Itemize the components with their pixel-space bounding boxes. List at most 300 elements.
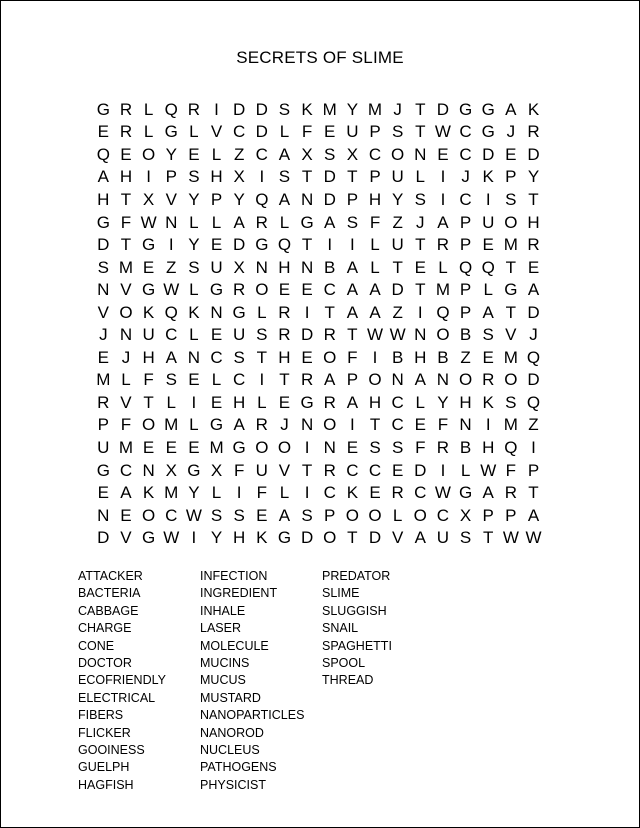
grid-letter: O [504, 212, 518, 232]
grid-letter: S [233, 347, 245, 367]
grid-letter: S [346, 212, 359, 232]
grid-letter: J [416, 212, 425, 232]
grid-letter: Q [164, 99, 178, 119]
grid-letter: R [300, 370, 314, 390]
grid-letter: B [324, 257, 336, 277]
grid-letter: G [141, 280, 156, 300]
grid-letter: K [482, 167, 494, 187]
grid-letter: U [436, 528, 450, 548]
word-list-item: GOOINESS [78, 743, 145, 758]
grid-letter: E [278, 280, 291, 300]
grid-letter: O [141, 415, 156, 435]
grid-letter: N [142, 460, 155, 480]
grid-letter: Q [504, 437, 518, 457]
grid-letter: O [119, 302, 133, 322]
grid-letter: T [415, 280, 426, 300]
grid-letter: B [437, 347, 449, 367]
word-list-item: SPOOL [322, 656, 366, 671]
word-list-item: MUCINS [200, 656, 250, 671]
grid-letter: T [301, 235, 313, 255]
grid-letter: R [436, 437, 450, 457]
grid-letter: F [437, 415, 449, 435]
grid-letter: A [278, 505, 291, 525]
grid-letter: L [415, 167, 426, 187]
grid-letter: L [279, 483, 290, 503]
grid-letter: L [438, 257, 448, 277]
grid-letter: P [210, 189, 223, 209]
grid-letter: P [369, 167, 381, 187]
grid-letter: T [347, 528, 358, 548]
grid-letter: M [503, 415, 518, 435]
grid-letter: Z [392, 302, 403, 322]
grid-letter: A [165, 347, 177, 367]
grid-letter: K [142, 302, 155, 322]
grid-letter: C [165, 325, 178, 345]
grid-letter: C [436, 505, 450, 525]
grid-letter: F [143, 370, 154, 390]
grid-letter: H [368, 189, 382, 209]
grid-letter: D [527, 302, 540, 322]
grid-letter: M [322, 99, 337, 119]
grid-letter: V [120, 392, 132, 412]
grid-letter: L [257, 392, 267, 412]
grid-letter: M [503, 347, 518, 367]
word-list-item: PREDATOR [322, 569, 391, 583]
grid-letter: T [369, 415, 381, 435]
word-list-item: ATTACKER [78, 569, 143, 583]
grid-letter: A [346, 392, 359, 412]
grid-letter: X [142, 189, 155, 209]
grid-letter: I [191, 392, 197, 412]
word-list-item: LASER [200, 621, 241, 636]
grid-letter: O [504, 370, 518, 390]
grid-letter: S [278, 99, 291, 119]
grid-letter: T [505, 302, 517, 322]
grid-letter: M [164, 415, 179, 435]
grid-letter: J [280, 415, 289, 435]
word-list-item: BACTERIA [78, 586, 141, 601]
grid-letter: L [189, 212, 199, 232]
grid-letter: O [413, 505, 427, 525]
grid-letter: S [482, 325, 494, 345]
grid-letter: U [210, 257, 223, 277]
grid-letter: J [529, 325, 538, 345]
grid-letter: E [188, 370, 200, 390]
grid-letter: X [210, 460, 223, 480]
grid-letter: R [187, 99, 201, 119]
grid-letter: C [391, 392, 404, 412]
grid-letter: L [257, 302, 267, 322]
grid-letter: X [165, 460, 177, 480]
grid-letter: Y [391, 189, 404, 209]
grid-letter: G [255, 235, 269, 255]
grid-letter: P [346, 189, 359, 209]
grid-letter: D [233, 235, 246, 255]
grid-letter: E [188, 437, 200, 457]
grid-letter: R [233, 280, 246, 300]
grid-letter: A [369, 280, 381, 300]
grid-letter: K [256, 528, 268, 548]
grid-letter: A [346, 302, 359, 322]
grid-letter: C [323, 483, 336, 503]
grid-letter: J [393, 99, 402, 119]
grid-letter: A [527, 505, 540, 525]
grid-letter: I [304, 302, 310, 322]
grid-letter: M [118, 257, 134, 277]
word-list-column-3 [322, 568, 392, 690]
word-list-item: NANOPARTICLES [200, 708, 305, 723]
grid-letter: N [165, 212, 178, 232]
grid-letter: P [165, 167, 177, 187]
grid-letter: S [459, 528, 472, 548]
grid-letter: O [323, 347, 337, 367]
grid-letter: S [301, 505, 313, 525]
grid-letter: C [346, 460, 359, 480]
grid-letter: M [118, 437, 134, 457]
grid-letter: I [214, 99, 219, 119]
word-list-column-2 [200, 568, 304, 794]
grid-letter: C [233, 370, 246, 390]
grid-letter: R [323, 325, 336, 345]
grid-letter: F [369, 212, 381, 232]
grid-letter: Y [188, 189, 200, 209]
grid-letter: N [97, 505, 110, 525]
grid-letter: N [414, 144, 427, 164]
grid-letter: R [527, 235, 540, 255]
grid-letter: W [163, 528, 180, 548]
grid-letter: G [300, 392, 314, 412]
grid-letter: R [97, 392, 110, 412]
grid-letter: E [346, 437, 359, 457]
grid-letter: D [255, 99, 268, 119]
grid-letter: O [391, 144, 405, 164]
grid-letter: G [481, 122, 495, 142]
grid-letter: D [300, 325, 314, 345]
grid-letter: S [188, 257, 200, 277]
grid-letter: H [482, 437, 495, 457]
grid-letter: I [304, 483, 310, 503]
grid-letter: E [97, 122, 109, 142]
grid-letter: K [301, 99, 313, 119]
grid-letter: B [459, 325, 472, 345]
grid-letter: T [347, 167, 358, 187]
grid-letter: M [96, 370, 111, 390]
grid-letter: T [143, 392, 154, 412]
grid-letter: O [458, 370, 473, 390]
grid-letter: J [506, 122, 516, 142]
grid-letter: L [483, 280, 493, 300]
grid-letter: F [233, 460, 245, 480]
word-list-item: CHARGE [78, 621, 132, 636]
grid-letter: D [436, 99, 450, 119]
grid-letter: S [233, 505, 245, 525]
grid-letter: O [323, 415, 337, 435]
word-list-item: THREAD [322, 673, 374, 688]
grid-letter: N [414, 325, 427, 345]
grid-letter: G [141, 235, 156, 255]
grid-letter: I [259, 370, 265, 390]
word-list-item: NUCLEUS [200, 743, 260, 758]
grid-letter: H [233, 528, 246, 548]
grid-letter: T [301, 460, 313, 480]
grid-letter: L [279, 122, 290, 142]
grid-letter: K [188, 302, 200, 322]
word-list-item: ELECTRICAL [78, 690, 156, 705]
grid-letter: V [120, 528, 132, 548]
grid-letter: E [210, 235, 223, 255]
grid-letter: M [435, 280, 451, 300]
grid-letter: E [120, 505, 132, 525]
grid-letter: A [414, 528, 426, 548]
grid-letter: Q [481, 257, 495, 277]
grid-letter: C [414, 483, 427, 503]
grid-letter: W [366, 325, 384, 345]
grid-letter: O [141, 144, 156, 164]
grid-letter: E [414, 257, 426, 277]
grid-letter: J [121, 347, 131, 367]
grid-letter: D [97, 528, 110, 548]
grid-letter: E [142, 257, 155, 277]
grid-letter: G [209, 280, 224, 300]
grid-letter: W [163, 280, 180, 300]
grid-letter: N [459, 415, 472, 435]
grid-letter: E [120, 144, 132, 164]
grid-letter: U [142, 325, 155, 345]
grid-letter: I [440, 460, 446, 480]
grid-letter: A [527, 280, 540, 300]
grid-letter: G [481, 99, 495, 119]
grid-letter: A [346, 257, 359, 277]
word-list-item: SNAIL [322, 621, 359, 636]
grid-letter: G [96, 99, 110, 119]
word-list-item: FIBERS [78, 708, 124, 723]
grid-letter: R [278, 325, 291, 345]
grid-letter: R [119, 99, 133, 119]
grid-letter: X [233, 257, 245, 277]
grid-letter: H [278, 257, 291, 277]
grid-letter: P [505, 505, 517, 525]
grid-letter: S [324, 144, 336, 164]
grid-letter: C [368, 460, 382, 480]
grid-letter: H [142, 347, 155, 367]
grid-letter: P [482, 505, 494, 525]
grid-letter: F [120, 212, 132, 232]
grid-letter: D [527, 144, 540, 164]
grid-letter: R [391, 483, 404, 503]
grid-letter: D [414, 460, 427, 480]
word-list-column-1 [78, 568, 166, 794]
grid-letter: T [120, 235, 132, 255]
grid-letter: I [350, 415, 355, 435]
word-list-item: PHYSICIST [200, 777, 266, 792]
grid-letter: L [189, 122, 199, 142]
grid-letter: Y [188, 235, 200, 255]
grid-letter: E [505, 144, 517, 164]
grid-letter: G [209, 415, 224, 435]
grid-letter: L [392, 505, 403, 525]
grid-letter: I [440, 189, 446, 209]
grid-letter: N [300, 189, 314, 209]
grid-letter: V [120, 280, 132, 300]
grid-letter: Q [164, 302, 178, 322]
grid-letter: R [323, 392, 336, 412]
grid-letter: D [391, 280, 404, 300]
grid-letter: T [415, 122, 426, 142]
grid-letter: U [97, 437, 110, 457]
grid-letter: W [185, 505, 202, 525]
grid-letter: E [414, 415, 426, 435]
grid-letter: L [211, 370, 222, 390]
grid-letter: U [391, 167, 404, 187]
grid-letter: H [368, 392, 382, 412]
grid-letter: E [97, 347, 109, 367]
grid-letter: C [210, 347, 223, 367]
grid-letter: L [189, 325, 199, 345]
grid-letter: V [97, 302, 109, 322]
grid-letter: B [459, 437, 472, 457]
word-list-item: SLIME [322, 586, 360, 601]
grid-letter: J [461, 167, 470, 187]
grid-letter: E [301, 347, 313, 367]
grid-letter: Z [166, 257, 177, 277]
grid-letter: U [346, 122, 359, 142]
grid-letter: N [300, 415, 314, 435]
grid-letter: I [259, 167, 265, 187]
grid-letter: I [327, 235, 333, 255]
grid-letter: F [256, 483, 267, 503]
grid-letter: L [211, 144, 222, 164]
grid-letter: Z [233, 144, 245, 164]
word-list-item: INGREDIENT [200, 586, 278, 601]
grid-letter: Y [346, 99, 359, 119]
grid-letter: A [369, 302, 381, 322]
grid-letter: H [233, 392, 246, 412]
grid-letter: G [164, 122, 178, 142]
grid-letter: Z [392, 212, 403, 232]
grid-letter: F [505, 460, 517, 480]
grid-letter: C [233, 122, 246, 142]
grid-letter: O [255, 280, 269, 300]
grid-letter: H [119, 167, 133, 187]
grid-letter: D [323, 189, 336, 209]
grid-letter: N [323, 437, 336, 457]
grid-letter: E [278, 392, 291, 412]
grid-letter: F [301, 122, 313, 142]
grid-letter: J [99, 325, 108, 345]
letter-grid [92, 98, 545, 549]
grid-letter: R [255, 415, 268, 435]
grid-letter: A [324, 370, 336, 390]
grid-letter: L [143, 99, 154, 119]
grid-letter: W [502, 528, 519, 548]
grid-letter: Q [526, 347, 541, 367]
grid-letter: N [436, 370, 450, 390]
grid-letter: H [414, 347, 427, 367]
grid-letter: S [97, 257, 109, 277]
grid-letter: A [278, 144, 291, 164]
grid-letter: G [277, 528, 292, 548]
grid-letter: I [146, 167, 151, 187]
grid-letter: A [233, 415, 245, 435]
grid-letter: Y [437, 392, 449, 412]
grid-letter: Q [458, 257, 473, 277]
grid-letter: A [233, 212, 245, 232]
word-list-item: PATHOGENS [200, 760, 277, 775]
grid-letter: C [459, 189, 472, 209]
grid-letter: V [210, 122, 223, 142]
grid-letter: H [278, 347, 291, 367]
grid-letter: Q [96, 144, 110, 164]
grid-letter: G [96, 212, 110, 232]
grid-letter: H [459, 392, 472, 412]
grid-letter: D [97, 235, 110, 255]
grid-letter: O [436, 325, 450, 345]
grid-letter: I [417, 302, 423, 322]
grid-letter: I [372, 347, 378, 367]
grid-letter: C [368, 144, 382, 164]
grid-letter: P [459, 302, 472, 322]
word-list-item: INHALE [200, 603, 246, 618]
grid-letter: S [165, 370, 177, 390]
grid-letter: T [415, 235, 426, 255]
grid-letter: R [436, 235, 450, 255]
grid-letter: T [505, 257, 517, 277]
grid-letter: Q [436, 302, 450, 322]
grid-letter: I [191, 528, 197, 548]
word-list-item: HAGFISH [78, 777, 134, 792]
grid-letter: T [301, 167, 313, 187]
grid-letter: L [211, 483, 222, 503]
grid-letter: U [233, 325, 246, 345]
grid-letter: Y [188, 483, 200, 503]
grid-letter: Z [460, 347, 471, 367]
word-list-item: ECOFRIENDLY [78, 673, 166, 688]
grid-letter: E [324, 122, 336, 142]
grid-letter: G [187, 460, 201, 480]
grid-letter: P [459, 235, 472, 255]
word-list-item: MUSTARD [200, 690, 261, 705]
grid-letter: C [165, 505, 178, 525]
grid-letter: F [120, 415, 132, 435]
grid-letter: I [485, 415, 491, 435]
grid-letter: O [141, 505, 156, 525]
grid-letter: H [527, 212, 540, 232]
grid-letter: S [369, 437, 381, 457]
grid-letter: T [324, 302, 335, 322]
grid-letter: A [437, 212, 449, 232]
grid-letter: S [210, 505, 223, 525]
grid-letter: G [458, 99, 473, 119]
grid-letter: R [255, 212, 268, 232]
grid-letter: P [459, 280, 472, 300]
grid-letter: R [278, 302, 291, 322]
grid-letter: C [459, 144, 472, 164]
grid-letter: R [482, 370, 495, 390]
grid-letter: S [505, 392, 517, 412]
grid-letter: Y [165, 144, 177, 164]
grid-letter: P [97, 415, 109, 435]
grid-letter: L [211, 212, 222, 232]
grid-letter: S [391, 437, 404, 457]
grid-letter: N [255, 257, 268, 277]
grid-letter: E [391, 460, 404, 480]
grid-letter: Y [527, 167, 540, 187]
grid-letter: G [232, 437, 246, 457]
grid-letter: Z [528, 415, 539, 435]
grid-letter: C [459, 122, 472, 142]
grid-letter: D [323, 167, 336, 187]
grid-letter: C [255, 144, 268, 164]
